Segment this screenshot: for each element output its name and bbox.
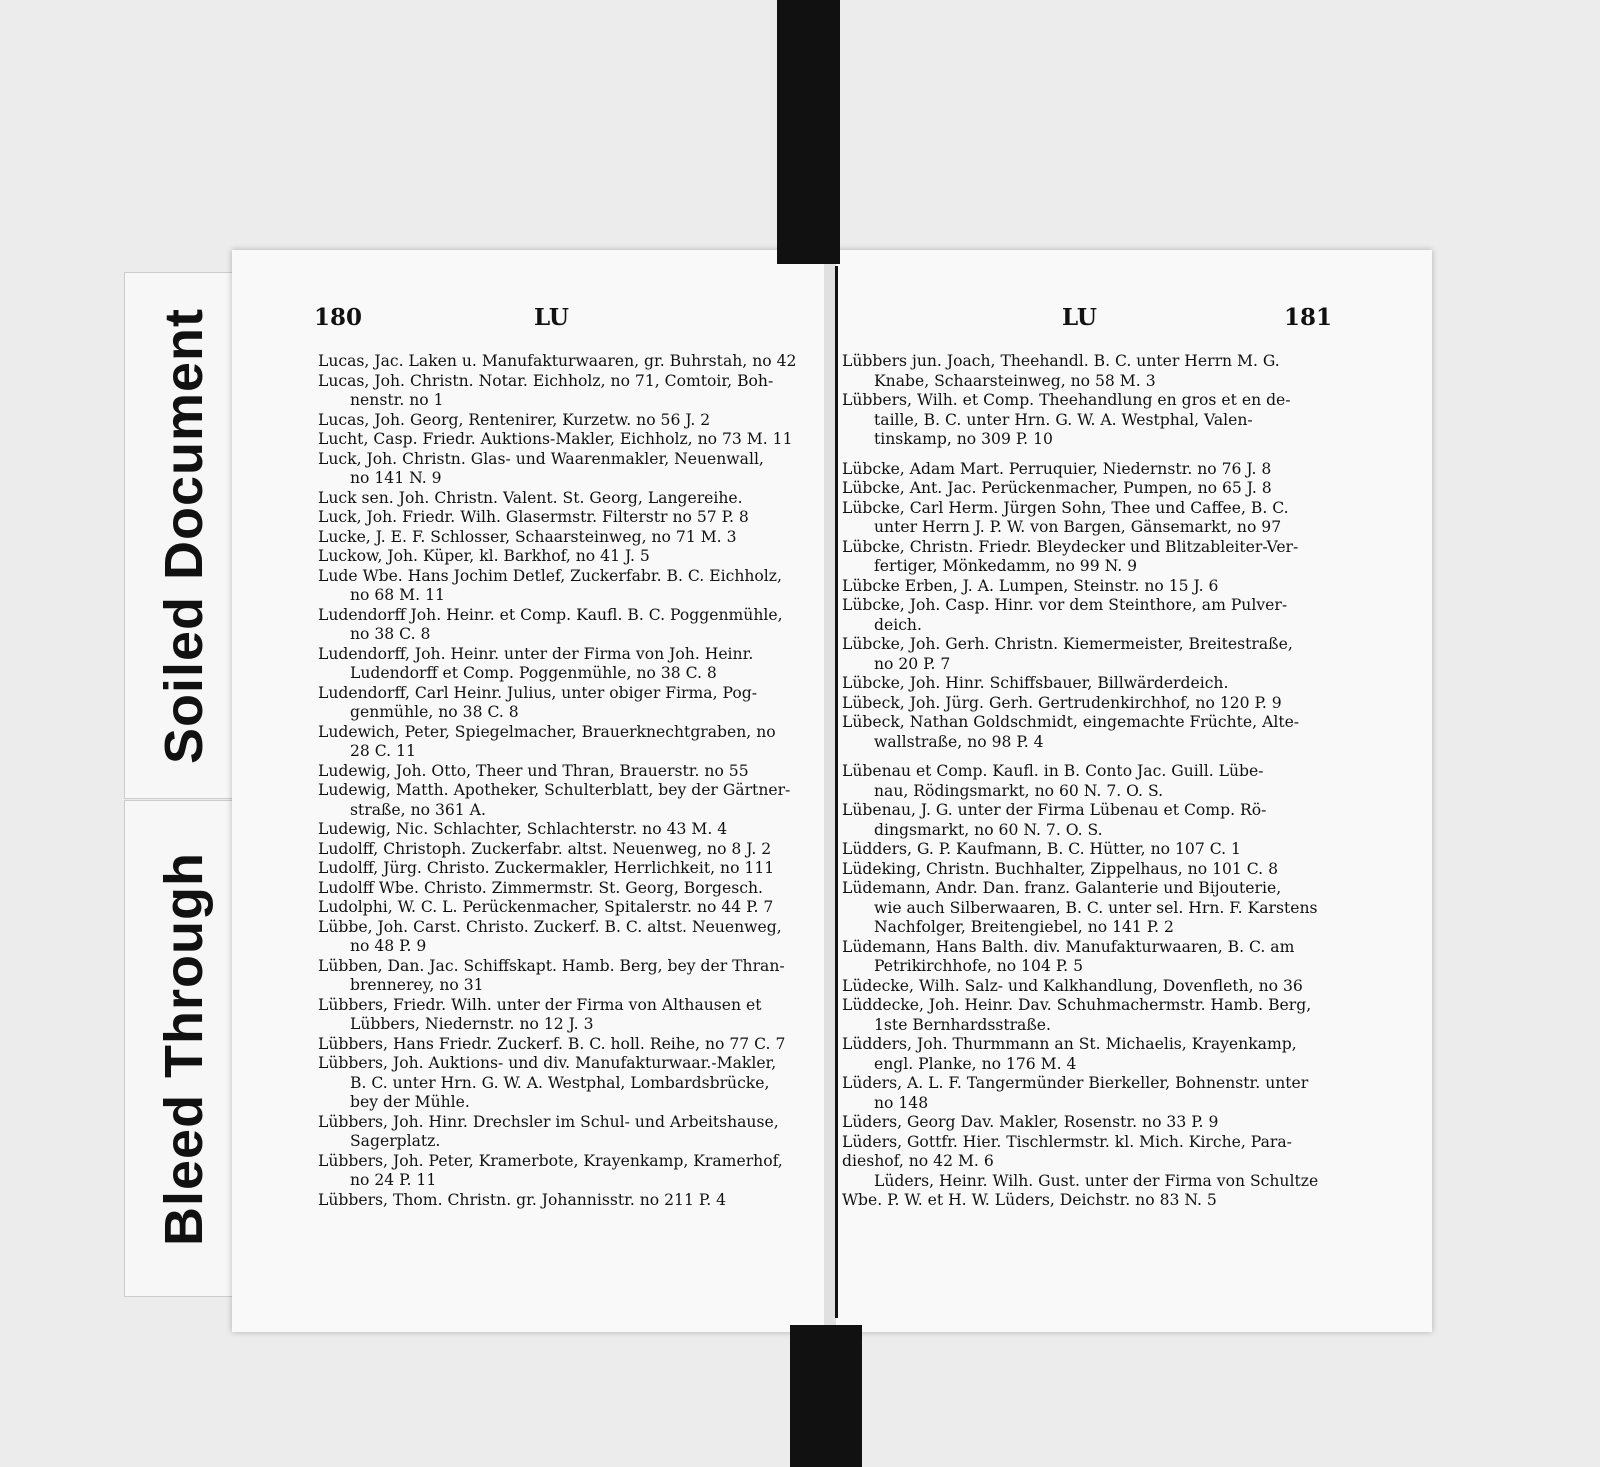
soiled-document-label: [124, 272, 244, 799]
entry-line: Ludewich, Peter, Spiegelmacher, Brauerknechtgraben, no: [318, 722, 776, 741]
entry-line: brennerey, no 31: [350, 976, 484, 994]
entry-line: no 38 C. 8: [350, 625, 431, 643]
entry-line: Lübcke Erben, J. A. Lumpen, Steinstr. no 15 J. 6: [842, 576, 1219, 595]
entry-line: Lübbers, Wilh. et Comp. Theehandlung en gros et en de-: [842, 391, 1291, 409]
entry-line: dieshof, no 42 M. 6: [842, 1152, 994, 1170]
binding-clip-top: [777, 0, 840, 264]
entry-line: Ludolff, Christoph. Zuckerfabr. altst. Neuenweg, no 8 J. 2: [318, 839, 772, 858]
entry-line: Luck sen. Joh. Christn. Valent. St. Georg, Langereihe.: [318, 488, 743, 507]
entry-line: Lüders, Georg Dav. Makler, Rosenstr. no 33 P. 9: [842, 1113, 1219, 1131]
entry-line: 1ste Bernhardsstraße.: [874, 1015, 1051, 1034]
entry-spacer: [842, 450, 1318, 460]
entry-line: Lübenau, J. G. unter der Firma Lübenau et Comp. Rö-: [842, 801, 1267, 819]
entry-line: Ludolff Wbe. Christo. Zimmermstr. St. Georg, Borgesch.: [318, 878, 763, 897]
entry-line: Ludendorff, Joh. Heinr. unter der Firma von Joh. Heinr.: [318, 644, 754, 663]
right-page-number: 181: [1284, 304, 1333, 331]
entry-line: Lüddecke, Joh. Heinr. Dav. Schuhmachermstr. Hamb. Berg,: [842, 996, 1312, 1014]
entry-line: Wbe. P. W. et H. W. Lüders, Deichstr. no 83 N. 5: [842, 1191, 1217, 1209]
entry-line: nenstr. no 1: [350, 391, 444, 409]
entry-line: straße, no 361 A.: [350, 800, 486, 819]
entry-line: Lübbers, Joh. Peter, Kramerbote, Krayenkamp, Kramerhof,: [318, 1151, 783, 1170]
entry-line: Lüdemann, Hans Balth. div. Manufakturwaaren, B. C. am: [842, 937, 1295, 956]
entry-line: genmühle, no 38 C. 8: [350, 703, 519, 721]
bleed-through-label: [124, 800, 244, 1297]
entry-line: Lüdders, G. P. Kaufmann, B. C. Hütter, no 107 C. 1: [842, 840, 1241, 858]
entry-line: bey der Mühle.: [350, 1093, 470, 1111]
entry-line: Lüdecke, Wilh. Salz- und Kalkhandlung, Dovenfleth, no 36: [842, 976, 1303, 995]
entry-line: Lüders, Gottfr. Hier. Tischlermstr. kl. Mich. Kirche, Para-: [842, 1132, 1292, 1151]
entry-line: Lübbers, Joh. Hinr. Drechsler im Schul- und Arbeitshause,: [318, 1112, 779, 1131]
entry-line: Lüdeking, Christn. Buchhalter, Zippelhaus, no 101 C. 8: [842, 859, 1278, 878]
entry-line: Lübeck, Nathan Goldschmidt, eingemachte Früchte, Alte-: [842, 713, 1300, 731]
entry-line: Lübbers, Friedr. Wilh. unter der Firma von Althausen et: [318, 995, 762, 1014]
entry-line: Lucas, Joh. Christn. Notar. Eichholz, no 71, Comtoir, Boh-: [318, 371, 774, 390]
entry-line: taille, B. C. unter Hrn. G. W. A. Westphal, Valen-: [874, 410, 1253, 429]
entry-line: Lübbe, Joh. Carst. Christo. Zuckerf. B. C. altst. Neuenweg,: [318, 917, 782, 936]
right-entries-list: [842, 352, 1318, 1211]
entry-line: Lübcke, Christn. Friedr. Bleydecker und Blitzableiter-Ver-: [842, 537, 1299, 556]
entry-line: Lübbers, Thom. Christn. gr. Johannisstr. no 211 P. 4: [318, 1190, 727, 1209]
entry-line: dingsmarkt, no 60 N. 7. O. S.: [874, 820, 1103, 839]
entry-line: B. C. unter Hrn. G. W. A. Westphal, Lombardsbrücke,: [350, 1073, 770, 1092]
entry-line: Lüdders, Joh. Thurmmann an St. Michaelis, Krayenkamp,: [842, 1035, 1297, 1053]
entry-line: engl. Planke, no 176 M. 4: [874, 1054, 1077, 1073]
entry-line: Lübcke, Ant. Jac. Perückenmacher, Pumpen, no 65 J. 8: [842, 479, 1272, 497]
entry-line: Lucas, Joh. Georg, Rentenirer, Kurzetw. no 56 J. 2: [318, 410, 711, 429]
entry-line: Lübben, Dan. Jac. Schiffskapt. Hamb. Berg, bey der Thran-: [318, 956, 785, 975]
entry-line: Luckow, Joh. Küper, kl. Barkhof, no 41 J. 5: [318, 547, 650, 565]
entry-line: Lübcke, Joh. Gerh. Christn. Kiemermeister, Breitestraße,: [842, 635, 1293, 653]
entry-line: no 20 P. 7: [874, 654, 951, 673]
entry-line: Lübbers, Hans Friedr. Zuckerf. B. C. holl. Reihe, no 77 C. 7: [318, 1034, 786, 1053]
entry-line: no 24 P. 11: [350, 1171, 437, 1189]
entry-line: Lübcke, Joh. Casp. Hinr. vor dem Steinthore, am Pulver-: [842, 596, 1288, 614]
entry-line: Ludendorff, Carl Heinr. Julius, unter obiger Firma, Pog-: [318, 683, 758, 702]
entry-line: Petrikirchhofe, no 104 P. 5: [874, 957, 1084, 975]
left-page-number: 180: [314, 304, 363, 331]
entry-line: Lübcke, Carl Herm. Jürgen Sohn, Thee und Caffee, B. C.: [842, 498, 1289, 517]
left-entries-list: [318, 352, 796, 1210]
entry-line: nau, Rödingsmarkt, no 60 N. 7. O. S.: [874, 781, 1164, 800]
bleed-through-text: Bleed Through: [154, 851, 214, 1246]
entry-line: no 141 N. 9: [350, 469, 442, 487]
binding-clip-bottom: [790, 1325, 862, 1467]
entry-line: Lude Wbe. Hans Jochim Detlef, Zuckerfabr. B. C. Eichholz,: [318, 566, 782, 585]
left-page-header: LU: [534, 304, 569, 331]
entry-line: Ludewig, Joh. Otto, Theer und Thran, Brauerstr. no 55: [318, 761, 749, 780]
entry-line: no 68 M. 11: [350, 586, 445, 604]
entry-line: Lübbers, Joh. Auktions- und div. Manufakturwaar.-Makler,: [318, 1054, 777, 1072]
entry-line: Lucht, Casp. Friedr. Auktions-Makler, Eichholz, no 73 M. 11: [318, 430, 793, 448]
entry-line: wie auch Silberwaaren, B. C. unter sel. Hrn. F. Karstens: [874, 898, 1318, 917]
right-page: [836, 250, 1432, 1332]
left-page: [232, 250, 824, 1332]
soiled-document-text: Soiled Document: [154, 307, 214, 764]
entry-spacer: [842, 752, 1318, 762]
entry-line: Lüders, A. L. F. Tangermünder Bierkeller, Bohnenstr. unter: [842, 1074, 1309, 1092]
book-spine: [835, 266, 838, 1318]
entry-line: wallstraße, no 98 P. 4: [874, 732, 1044, 751]
entry-line: no 48 P. 9: [350, 937, 427, 955]
entry-line: Ludolff, Jürg. Christo. Zuckermakler, Herrlichkeit, no 111: [318, 859, 775, 877]
entry-line: Sagerplatz.: [350, 1132, 441, 1150]
book-spread: [232, 250, 1432, 1332]
entry-line: Lübeck, Joh. Jürg. Gerh. Gertrudenkirchhof, no 120 P. 9: [842, 693, 1282, 712]
entry-line: Ludendorff et Comp. Poggenmühle, no 38 C. 8: [350, 664, 717, 682]
entry-line: Ludendorff Joh. Heinr. et Comp. Kaufl. B. C. Poggenmühle,: [318, 605, 783, 624]
entry-line: Lucke, J. E. F. Schlosser, Schaarsteinweg, no 71 M. 3: [318, 527, 737, 546]
entry-line: Lübbers, Niedernstr. no 12 J. 3: [350, 1015, 594, 1033]
entry-line: no 148: [874, 1093, 929, 1112]
entry-line: unter Herrn J. P. W. von Bargen, Gänsemarkt, no 97: [874, 518, 1282, 536]
entry-line: Luck, Joh. Friedr. Wilh. Glasermstr. Filterstr no 57 P. 8: [318, 508, 749, 526]
entry-line: Lübenau et Comp. Kaufl. in B. Conto Jac. Guill. Lübe-: [842, 762, 1264, 780]
entry-line: Lübcke, Joh. Hinr. Schiffsbauer, Billwärderdeich.: [842, 674, 1229, 692]
entry-line: fertiger, Mönkedamm, no 99 N. 9: [874, 557, 1138, 575]
entry-line: 28 C. 11: [350, 742, 416, 760]
entry-line: Ludolphi, W. C. L. Perückenmacher, Spitalerstr. no 44 P. 7: [318, 898, 774, 916]
entry-line: Luck, Joh. Christn. Glas- und Waarenmakler, Neuenwall,: [318, 449, 764, 468]
entry-line: Lüdemann, Andr. Dan. franz. Galanterie und Bijouterie,: [842, 879, 1282, 897]
entry-line: Lucas, Jac. Laken u. Manufakturwaaren, gr. Buhrstah, no 42: [318, 352, 797, 370]
entry-line: Knabe, Schaarsteinweg, no 58 M. 3: [874, 371, 1156, 390]
right-page-header: LU: [1062, 304, 1097, 331]
entry-line: Nachfolger, Breitengiebel, no 141 P. 2: [874, 918, 1174, 936]
entry-line: Lübbers jun. Joach, Theehandl. B. C. unter Herrn M. G.: [842, 352, 1280, 370]
entry-line: Ludewig, Nic. Schlachter, Schlachterstr. no 43 M. 4: [318, 820, 728, 838]
entry-line: deich.: [874, 615, 922, 634]
entry-line: Lüders, Heinr. Wilh. Gust. unter der Firma von Schultze: [874, 1171, 1319, 1190]
entry-line: Lübcke, Adam Mart. Perruquier, Niedernstr. no 76 J. 8: [842, 459, 1272, 478]
entry-line: tinskamp, no 309 P. 10: [874, 430, 1053, 448]
entry-line: Ludewig, Matth. Apotheker, Schulterblatt, bey der Gärtner-: [318, 781, 791, 799]
